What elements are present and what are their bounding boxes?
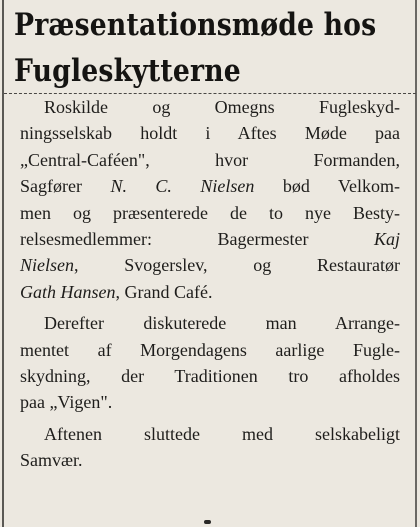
article-line: Nielsen, Svogerslev, og Restauratør	[20, 255, 400, 276]
clipping-edge-left	[2, 0, 4, 527]
italic-name: Gath Hansen	[20, 281, 116, 302]
italic-name: N. C. Nielsen	[110, 176, 255, 197]
article-line: Roskilde og Omegns Fugleskyd-	[44, 97, 400, 117]
article-line: Aftenen sluttede med selskabeligt	[44, 423, 400, 444]
article-line: Derefter diskuterede man Arrange-	[44, 313, 400, 334]
italic-name: Nielsen	[20, 255, 74, 276]
article-line: Gath Hansen, Grand Café.	[20, 281, 213, 302]
article-paragraph	[20, 421, 400, 474]
clipping-edge-right	[415, 0, 417, 527]
print-mark	[204, 520, 211, 524]
article-line: skydning, der Traditionen tro afholdes	[20, 366, 400, 387]
article-line: Sagfører N. C. Nielsen bød Velkom-	[20, 176, 400, 197]
italic-name: Kaj	[373, 229, 400, 250]
headline-line-2: Fugleskytterne	[14, 53, 241, 89]
article-line: men og præsenterede de to nye Besty-	[20, 202, 400, 223]
article-line: mentet af Morgendagens aarlige Fugle-	[20, 339, 400, 360]
article-paragraph	[20, 310, 400, 416]
article-paragraph	[20, 94, 400, 305]
article-line: ningsselskab holdt i Aftes Møde paa	[20, 123, 400, 144]
article-line: relsesmedlemmer: Bagermester Kaj	[20, 229, 400, 250]
article-line: Samvær.	[20, 450, 83, 471]
article-body	[20, 94, 400, 479]
headline	[14, 2, 377, 94]
article-line: „Central-Caféen", hvor Formanden,	[20, 149, 400, 170]
headline-line-1: Præsentationsmøde hos	[14, 7, 377, 43]
article-line: paa „Vigen".	[20, 392, 113, 413]
